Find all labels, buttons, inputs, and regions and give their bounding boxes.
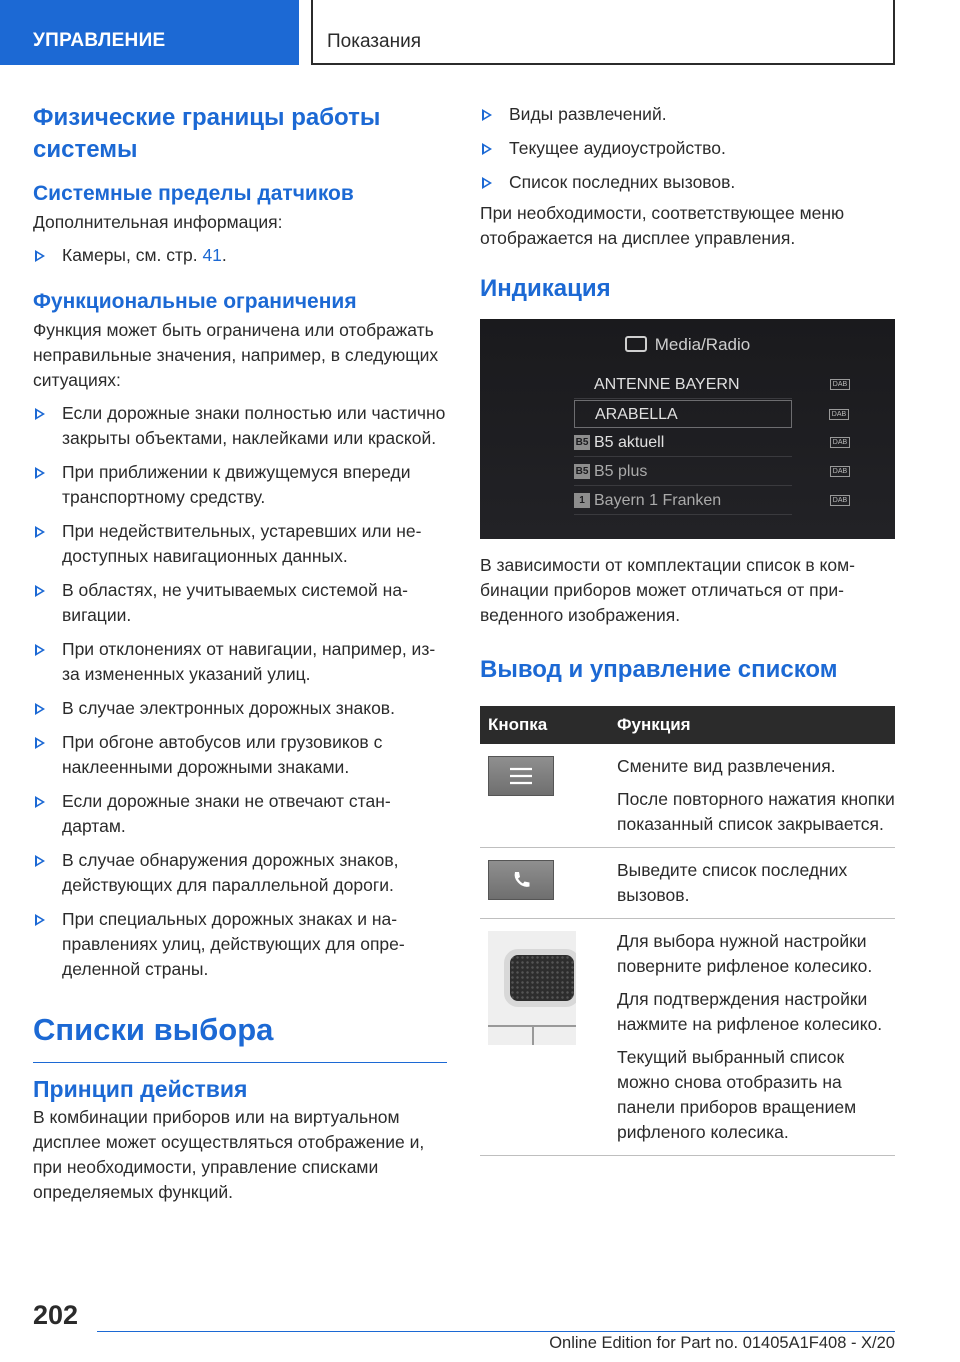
triangle-bullet-icon <box>33 578 47 603</box>
list-item: При специальных дорожных знаках и направлениях улиц, действующих для определенной страны. <box>33 907 447 982</box>
triangle-bullet-icon <box>480 170 494 195</box>
list-item: В случае электронных дорожных знаков. <box>33 696 447 721</box>
paragraph-principle: В комбинации приборов или на виртуальном дисплее может осуществляться отображение и, при необходимости, управление списками определяемых функций. <box>33 1107 425 1202</box>
paragraph-equipment-note: В зависимости от комплектации список в комбинации приборов может отличаться от приведенного изображения. <box>480 555 855 625</box>
station-row: ANTENNE BAYERN DAB <box>574 371 792 399</box>
triangle-bullet-icon <box>33 848 47 873</box>
list-list-types <box>480 102 895 195</box>
phone-button-icon <box>488 860 554 900</box>
list-item: Текущее аудиоустройство. <box>480 136 895 161</box>
dab-badge: DAB <box>830 379 850 390</box>
station-logo: B5 <box>575 466 589 477</box>
triangle-bullet-icon <box>33 460 47 485</box>
list-item: В областях, не учитываемых системой навигации. <box>33 578 447 628</box>
triangle-bullet-icon <box>33 519 47 544</box>
dab-badge: DAB <box>830 437 850 448</box>
dab-badge: DAB <box>830 466 850 477</box>
left-column <box>33 102 447 1213</box>
heading-functional-limits: Функциональные ограничения <box>33 290 357 313</box>
list-button-icon <box>488 756 554 796</box>
paragraph-menu-display: При необходимости, соответствующее меню отображается на дисплее управления. <box>480 203 845 248</box>
list-item: Виды развлечений. <box>480 102 895 127</box>
page-link[interactable]: 41 <box>202 245 222 265</box>
table-cell-button <box>480 848 617 919</box>
table-row <box>480 919 895 1156</box>
list-sensor-limits <box>33 243 447 268</box>
buttons-table <box>480 706 895 1156</box>
list-item-text: Камеры, см. стр. <box>62 245 203 265</box>
station-list <box>574 371 848 516</box>
chapter-title: Показания <box>311 0 895 65</box>
dab-badge: DAB <box>830 495 850 506</box>
triangle-bullet-icon <box>33 789 47 814</box>
heading-indication: Индикация <box>480 275 611 302</box>
list-item: Если дорожные знаки не отвечают стандартам. <box>33 789 447 839</box>
dab-badge: DAB <box>829 409 849 420</box>
list-item <box>33 243 447 268</box>
list-item: В случае обнаружения дорожных знаков, действующих для параллельной дороги. <box>33 848 447 898</box>
station-row: 1 Bayern 1 Franken DAB <box>574 487 792 515</box>
station-row: B5 B5 aktuell DAB <box>574 429 792 457</box>
media-radio-screen <box>480 319 895 539</box>
table-header-button: Кнопка <box>480 706 617 744</box>
triangle-bullet-icon <box>33 907 47 932</box>
footer-edition: Online Edition for Part no. 01405A1F408 - X/20 <box>549 1334 895 1352</box>
station-row-selected: ARABELLA DAB <box>574 400 792 428</box>
table-header-function: Функция <box>617 706 895 744</box>
table-row <box>480 744 895 848</box>
station-logo: 1 <box>574 493 590 508</box>
paragraph-additional-info: Дополнительная информация: <box>33 212 283 232</box>
list-item: При отклонениях от навигации, например, из-за измененных указаний улиц. <box>33 637 447 687</box>
triangle-bullet-icon <box>480 136 494 161</box>
list-item: При обгоне автобусов или грузовиков с наклеенными дорожными знаками. <box>33 730 447 780</box>
media-icon <box>625 336 647 352</box>
triangle-bullet-icon <box>480 102 494 127</box>
right-column <box>480 102 895 1156</box>
heading-principle: Принцип действия <box>33 1076 248 1102</box>
screen-title: Media/Radio <box>480 335 895 355</box>
heading-list-output: Вывод и управление списком <box>480 656 838 683</box>
section-tab: УПРАВЛЕНИЕ <box>0 0 299 65</box>
station-row: B5 B5 plus DAB <box>574 458 792 486</box>
list-item: При приближении к движущемуся впереди транспортному средству. <box>33 460 447 510</box>
list-situations <box>33 401 447 982</box>
table-row <box>480 848 895 919</box>
chapter-heading-selection-lists: Списки выбора <box>33 1010 447 1063</box>
station-logo: B5 <box>575 437 589 448</box>
page-number: 202 <box>33 1300 79 1330</box>
triangle-bullet-icon <box>33 401 47 426</box>
triangle-bullet-icon <box>33 730 47 755</box>
triangle-bullet-icon <box>33 696 47 721</box>
table-cell-function: Смените вид развлечения. После повторного нажатия кнопки показанный список закрывается. <box>617 744 895 848</box>
triangle-bullet-icon <box>33 243 47 268</box>
table-cell-function: Для выбора нужной настройки поверните рифленое колесико. Для подтверждения настройки нажмите на рифленое колесико. Текущий выбранный список можно снова отобразить на панели приборов вращением рифленого колесика. <box>617 919 895 1156</box>
table-cell-button <box>480 744 617 848</box>
paragraph-function-limited: Функция может быть ограничена или отображать неправильные значения, например, в следующих ситуациях: <box>33 320 439 390</box>
list-item: Список последних вызовов. <box>480 170 895 195</box>
list-item: Если дорожные знаки полностью или частично закрыты объектами, наклейками или краской. <box>33 401 447 451</box>
heading-sensor-limits: Системные пределы датчиков <box>33 182 354 205</box>
list-item: При недействительных, устаревших или недоступных навигационных данных. <box>33 519 447 569</box>
thumbwheel-icon <box>488 931 576 1045</box>
table-cell-button <box>480 919 617 1156</box>
list-item-tail: . <box>221 245 227 265</box>
table-cell-function: Выведите список последних вызовов. <box>617 848 895 919</box>
footer-divider <box>97 1331 895 1332</box>
heading-physical-limits: Физические границы работы системы <box>33 104 381 163</box>
triangle-bullet-icon <box>33 637 47 662</box>
